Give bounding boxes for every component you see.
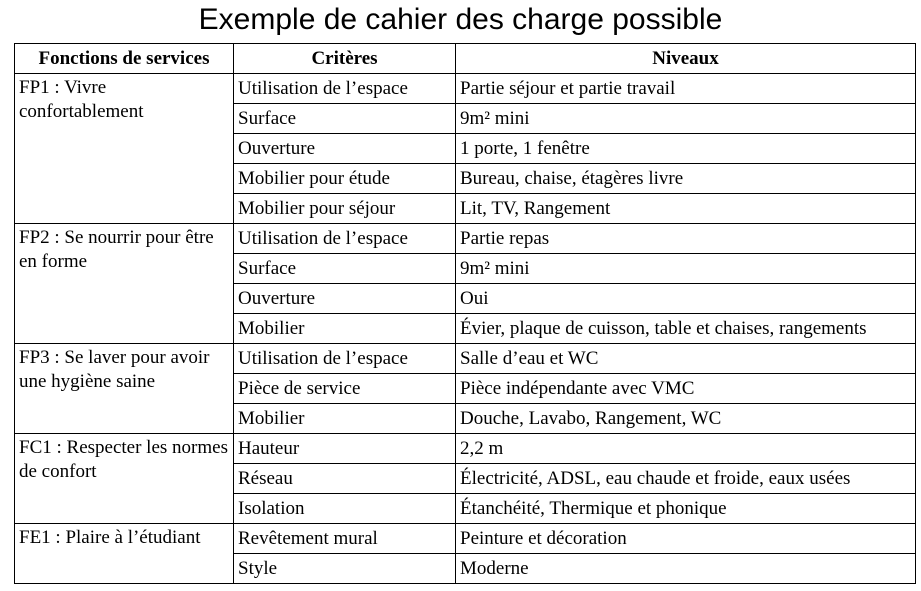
- niveau-cell: 9m² mini: [456, 104, 916, 134]
- critere-cell: Style: [234, 554, 456, 584]
- critere-cell: Pièce de service: [234, 374, 456, 404]
- niveau-cell: Pièce indépendante avec VMC: [456, 374, 916, 404]
- critere-cell: Réseau: [234, 464, 456, 494]
- header-fonctions: Fonctions de services: [15, 44, 234, 74]
- niveau-cell: Partie repas: [456, 224, 916, 254]
- header-criteres: Critères: [234, 44, 456, 74]
- table-row: [15, 524, 916, 554]
- table-row: [15, 74, 916, 104]
- critere-cell: Utilisation de l’espace: [234, 74, 456, 104]
- function-cell-fe1: FE1 : Plaire à l’étudiant: [15, 524, 234, 584]
- critere-cell: Surface: [234, 104, 456, 134]
- niveau-cell: Oui: [456, 284, 916, 314]
- table-header-row: [15, 44, 916, 74]
- page-title: Exemple de cahier des charge possible: [198, 3, 723, 36]
- function-cell-fc1: FC1 : Respecter les normes de confort: [15, 434, 234, 524]
- table-row: [15, 224, 916, 254]
- niveau-cell: 1 porte, 1 fenêtre: [456, 134, 916, 164]
- niveau-cell: Salle d’eau et WC: [456, 344, 916, 374]
- critere-cell: Ouverture: [234, 284, 456, 314]
- critere-cell: Ouverture: [234, 134, 456, 164]
- critere-cell: Surface: [234, 254, 456, 284]
- niveau-cell: Douche, Lavabo, Rangement, WC: [456, 404, 916, 434]
- niveau-cell: Lit, TV, Rangement: [456, 194, 916, 224]
- critere-cell: Isolation: [234, 494, 456, 524]
- niveau-cell: 2,2 m: [456, 434, 916, 464]
- function-cell-fp3: FP3 : Se laver pour avoir une hygiène saine: [15, 344, 234, 434]
- critere-cell: Utilisation de l’espace: [234, 344, 456, 374]
- critere-cell: Hauteur: [234, 434, 456, 464]
- header-niveaux: Niveaux: [456, 44, 916, 74]
- niveau-cell: Étanchéité, Thermique et phonique: [456, 494, 916, 524]
- critere-cell: Mobilier: [234, 404, 456, 434]
- critere-cell: Mobilier pour séjour: [234, 194, 456, 224]
- critere-cell: Mobilier: [234, 314, 456, 344]
- critere-cell: Utilisation de l’espace: [234, 224, 456, 254]
- niveau-cell: Évier, plaque de cuisson, table et chaises, rangements: [456, 314, 916, 344]
- specification-table: [14, 43, 916, 584]
- niveau-cell: Moderne: [456, 554, 916, 584]
- table-row: [15, 434, 916, 464]
- niveau-cell: Peinture et décoration: [456, 524, 916, 554]
- critere-cell: Mobilier pour étude: [234, 164, 456, 194]
- critere-cell: Revêtement mural: [234, 524, 456, 554]
- niveau-cell: Partie séjour et partie travail: [456, 74, 916, 104]
- niveau-cell: 9m² mini: [456, 254, 916, 284]
- niveau-cell: Électricité, ADSL, eau chaude et froide, eaux usées: [456, 464, 916, 494]
- function-cell-fp2: FP2 : Se nourrir pour être en forme: [15, 224, 234, 344]
- table-row: [15, 344, 916, 374]
- function-cell-fp1: FP1 : Vivre confortablement: [15, 74, 234, 224]
- niveau-cell: Bureau, chaise, étagères livre: [456, 164, 916, 194]
